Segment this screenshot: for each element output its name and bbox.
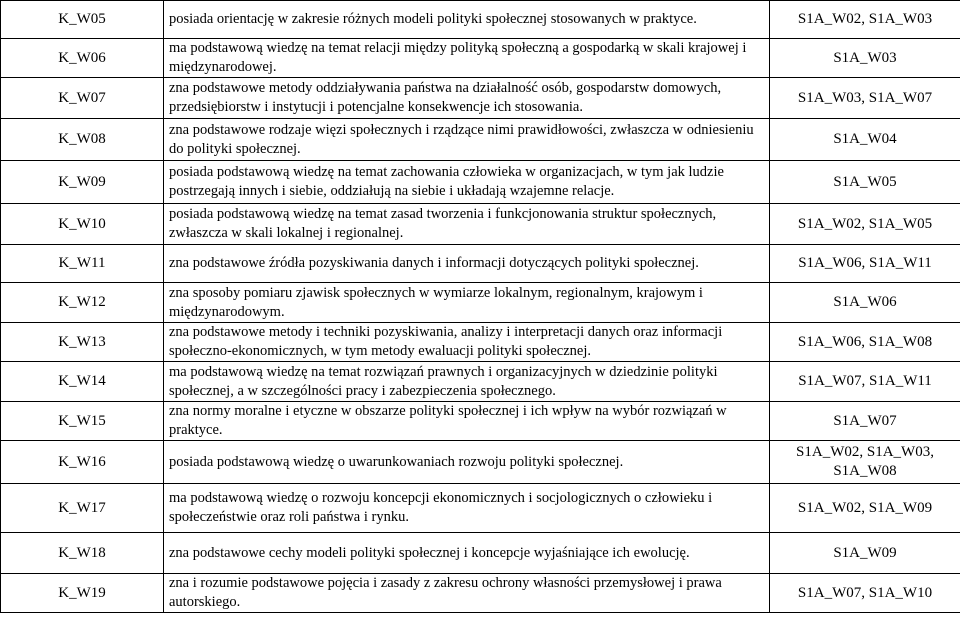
outcome-code: K_W06 bbox=[1, 39, 164, 78]
outcome-description: ma podstawową wiedzę na temat relacji między polityką społeczną a gospodarką w skali krajowej i międzynarodowej. bbox=[164, 39, 770, 78]
area-outcome-reference: S1A_W06, S1A_W08 bbox=[770, 323, 960, 362]
outcome-description: zna podstawowe metody i techniki pozyskiwania, analizy i interpretacji danych oraz informacji społeczno-ekonomicznych, w tym metody ewaluacji polityki społecznej. bbox=[164, 323, 770, 362]
area-outcome-reference: S1A_W07, S1A_W10 bbox=[770, 574, 960, 613]
area-outcome-reference: S1A_W05 bbox=[770, 161, 960, 204]
outcome-description: zna podstawowe metody oddziaływania państwa na działalność osób, gospodarstw domowych, przedsiębiorstw i instytucji i potencjalne konsekwencje ich stosowania. bbox=[164, 78, 770, 119]
outcome-code: K_W14 bbox=[1, 362, 164, 402]
outcome-code: K_W12 bbox=[1, 283, 164, 323]
outcome-description: ma podstawową wiedzę na temat rozwiązań prawnych i organizacyjnych w dziedzinie polityki społecznej, a w szczególności pracy i zabezpieczenia społecznego. bbox=[164, 362, 770, 402]
outcome-code: K_W11 bbox=[1, 245, 164, 283]
outcome-code: K_W13 bbox=[1, 323, 164, 362]
outcome-description: zna podstawowe rodzaje więzi społecznych i rządzące nimi prawidłowości, zwłaszcza w odniesieniu do polityki społecznej. bbox=[164, 119, 770, 161]
table-row bbox=[1, 362, 960, 402]
area-outcome-reference: S1A_W04 bbox=[770, 119, 960, 161]
outcome-code: K_W18 bbox=[1, 533, 164, 574]
outcome-code: K_W07 bbox=[1, 78, 164, 119]
area-outcome-reference: S1A_W02, S1A_W09 bbox=[770, 484, 960, 533]
area-outcome-reference: S1A_W07, S1A_W11 bbox=[770, 362, 960, 402]
outcome-code: K_W08 bbox=[1, 119, 164, 161]
outcome-description: zna normy moralne i etyczne w obszarze polityki społecznej i ich wpływ na wybór rozwiązań w praktyce. bbox=[164, 402, 770, 441]
table-row bbox=[1, 78, 960, 119]
outcome-description: zna podstawowe źródła pozyskiwania danych i informacji dotyczących polityki społecznej. bbox=[164, 245, 770, 283]
outcome-code: K_W16 bbox=[1, 441, 164, 484]
table-row bbox=[1, 441, 960, 484]
table-row bbox=[1, 323, 960, 362]
table-row bbox=[1, 402, 960, 441]
outcome-description: zna podstawowe cechy modeli polityki społecznej i koncepcje wyjaśniające ich ewolucję. bbox=[164, 533, 770, 574]
area-outcome-reference: S1A_W02, S1A_W03 bbox=[770, 1, 960, 39]
outcome-code: K_W09 bbox=[1, 161, 164, 204]
table-row bbox=[1, 484, 960, 533]
area-outcome-reference: S1A_W02, S1A_W03, S1A_W08 bbox=[770, 441, 960, 484]
outcome-description: zna i rozumie podstawowe pojęcia i zasady z zakresu ochrony własności przemysłowej i prawa autorskiego. bbox=[164, 574, 770, 613]
outcomes-table-body bbox=[1, 1, 960, 613]
table-row bbox=[1, 119, 960, 161]
table-row bbox=[1, 245, 960, 283]
table-row bbox=[1, 39, 960, 78]
outcome-code: K_W19 bbox=[1, 574, 164, 613]
area-outcome-reference: S1A_W06, S1A_W11 bbox=[770, 245, 960, 283]
area-outcome-reference: S1A_W03, S1A_W07 bbox=[770, 78, 960, 119]
area-outcome-reference: S1A_W07 bbox=[770, 402, 960, 441]
table-row bbox=[1, 574, 960, 613]
area-outcome-reference: S1A_W09 bbox=[770, 533, 960, 574]
table-row bbox=[1, 533, 960, 574]
area-outcome-reference: S1A_W06 bbox=[770, 283, 960, 323]
outcome-code: K_W17 bbox=[1, 484, 164, 533]
outcome-code: K_W15 bbox=[1, 402, 164, 441]
outcome-code: K_W05 bbox=[1, 1, 164, 39]
table-row bbox=[1, 1, 960, 39]
outcome-description: posiada podstawową wiedzę na temat zachowania człowieka w organizacjach, w tym jak ludzie postrzegają innych i siebie, oddziałują na siebie i układają wzajemne relacje. bbox=[164, 161, 770, 204]
outcome-code: K_W10 bbox=[1, 204, 164, 245]
outcome-description: ma podstawową wiedzę o rozwoju koncepcji ekonomicznych i socjologicznych o człowieku i społeczeństwie oraz roli państwa i rynku. bbox=[164, 484, 770, 533]
area-outcome-reference: S1A_W02, S1A_W05 bbox=[770, 204, 960, 245]
outcome-description: posiada podstawową wiedzę o uwarunkowaniach rozwoju polityki społecznej. bbox=[164, 441, 770, 484]
area-outcome-reference: S1A_W03 bbox=[770, 39, 960, 78]
outcome-description: posiada orientację w zakresie różnych modeli polityki społecznej stosowanych w praktyce. bbox=[164, 1, 770, 39]
table-row bbox=[1, 283, 960, 323]
outcome-description: posiada podstawową wiedzę na temat zasad tworzenia i funkcjonowania struktur społecznych, zwłaszcza w skali lokalnej i regionalnej. bbox=[164, 204, 770, 245]
outcome-description: zna sposoby pomiaru zjawisk społecznych w wymiarze lokalnym, regionalnym, krajowym i międzynarodowym. bbox=[164, 283, 770, 323]
table-row bbox=[1, 161, 960, 204]
table-row bbox=[1, 204, 960, 245]
